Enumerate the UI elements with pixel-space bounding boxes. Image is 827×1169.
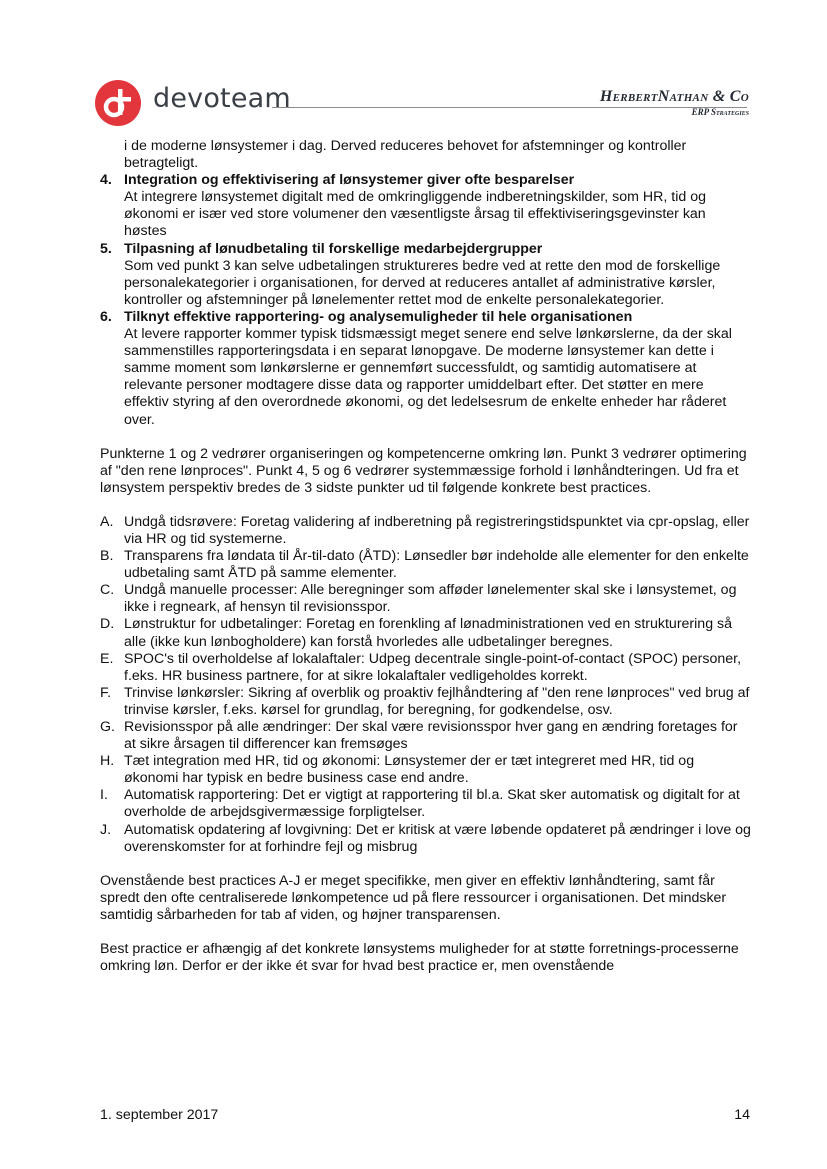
item-letter: F.	[100, 684, 112, 701]
item-text: Transparens fra løndata til År-til-dato (ÅTD): Lønsedler bør indeholde alle elementer for den enkelte udbetaling samt ÅTD på samme elementer.	[124, 548, 749, 582]
item-text: Trinvise lønkørsler: Sikring af overblik og proaktiv fejlhåndtering af "den rene lønproces" ved brug af trinvise kørsler, f.eks. kørsel for grundlag, for beregning, for godkendelse, osv.	[124, 684, 750, 718]
item-letter: I.	[100, 787, 108, 804]
list-item	[100, 822, 752, 856]
item-number: 6.	[100, 308, 112, 325]
item-heading: Tilpasning af lønudbetaling til forskellige medarbejdergrupper	[124, 240, 543, 257]
item-letter: C.	[100, 582, 115, 599]
item-body: At levere rapporter kommer typisk tidsmæssigt meget senere end selve lønkørslerne, da der skal sammenstilles rapporteringsdata i en separat lønopgave. De moderne lønsystemer kan dette i samme moment som lønkørslerne er gennemført successfuldt, og samtidig automatisere at relevante personer modtagere disse data og rapporter umiddelbart efter. Det støtter en mere effektiv styring af den overordnede økonomi, og det ledelsesrum de enkelte enheder har råderet over.	[124, 326, 732, 428]
list-item	[100, 685, 752, 719]
list-item	[100, 753, 752, 787]
lettered-list	[100, 514, 752, 856]
partner-name: HerbertNathan & Co	[599, 88, 749, 105]
paragraph: Ovenstående best practices A-J er meget specifikke, men giver en effektiv lønhåndtering, samt får spredt den ofte centraliserede lønkompetence ud på flere ressourcer i organisationen. Det mindsker samtidig sårbarheden for tab af viden, og højner transparensen.	[100, 872, 727, 923]
paragraph: Best practice er afhængig af det konkrete lønsystems muligheder for at støtte forretnings-processerne omkring løn. Derfor er der ikke ét svar for hvad best practice er, men ovenstående	[100, 941, 739, 975]
list-item	[100, 172, 752, 240]
partner-subtitle: ERP Strategies	[691, 107, 749, 117]
numbered-list	[100, 172, 752, 428]
item-letter: A.	[100, 513, 114, 530]
partner-logo	[600, 88, 749, 117]
item-text: Automatisk opdatering af lovgivning: Det er kritisk at være løbende opdateret på ændringer i love og overenskomster for at forhindre fejl og misbrug	[124, 821, 751, 855]
item-letter: B.	[100, 548, 114, 565]
page-header	[0, 0, 827, 140]
item-letter: J.	[100, 821, 112, 838]
item-body: Som ved punkt 3 kan selve udbetalingen struktureres bedre ved at rette den mod de forskellige personalekategorier i organisationen, for derved at reduceres antallet af administrative kørsler, kontroller og afstemninger på lønelementer rettet mod de enkelte personalekategorier.	[124, 257, 721, 308]
list-item	[100, 719, 752, 753]
item-number: 5.	[100, 240, 112, 257]
brand-name: devoteam	[153, 83, 291, 114]
item-number: 4.	[100, 172, 112, 189]
item-text: Lønstruktur for udbetalinger: Foretag en forenkling af lønadministrationen ved en strukturering så alle (ikke kun lønbogholdere) kan forstå hvorledes alle udbetalinger beregnes.	[124, 616, 733, 650]
item-letter: D.	[100, 616, 115, 633]
list-item	[100, 651, 752, 685]
footer-date: 1. september 2017	[100, 1107, 219, 1123]
list-item	[100, 787, 752, 821]
list-item	[100, 514, 752, 548]
item-letter: H.	[100, 753, 115, 770]
item-text: Tæt integration med HR, tid og økonomi: Lønsystemer der er tæt integreret med HR, tid og økonomi har typisk en bedre business case end andre.	[124, 753, 695, 787]
item-letter: E.	[100, 650, 114, 667]
page-body	[100, 138, 752, 975]
item-heading: Integration og effektivisering af lønsystemer giver ofte besparelser	[124, 172, 575, 189]
item-text: Undgå tidsrøvere: Foretag validering af indberetning på registreringstidspunktet via cpr-opslag, eller via HR og tid systemerne.	[124, 513, 750, 547]
list-item	[100, 309, 752, 429]
paragraph: Punkterne 1 og 2 vedrører organiseringen og kompetencerne omkring løn. Punkt 3 vedrører optimering af "den rene lønproces". Punkt 4, 5 og 6 vedrører systemmæssige forhold i lønhåndteringen. Ud fra et lønsystem perspektiv bredes de 3 sidste punkter ud til følgende konkrete best practices.	[100, 445, 747, 496]
item-letter: G.	[100, 719, 115, 735]
list-item	[100, 548, 752, 582]
intro-continuation: i de moderne lønsystemer i dag. Derved reduceres behovet for afstemninger og kontroller betragteligt.	[124, 138, 687, 172]
item-text: Revisionsspor på alle ændringer: Der skal være revisionsspor hver gang en ændring foretages for at sikre årsagen til differencer kan fremsøges	[124, 719, 738, 753]
devoteam-logo-icon	[95, 80, 141, 126]
item-text: Undgå manuelle processer: Alle beregninger som afføder lønelementer skal ske i lønsystemet, og ikke i regneark, af hensyn til revisionsspor.	[124, 582, 737, 616]
list-item	[100, 616, 752, 650]
item-text: Automatisk rapportering: Det er vigtigt at rapportering til bl.a. Skat sker automatisk og digitalt for at overholde de arbejdsgivermæssige forpligtelser.	[124, 787, 740, 821]
item-heading: Tilknyt effektive rapportering- og analysemuligheder til hele organisationen	[124, 308, 633, 325]
list-item	[100, 582, 752, 616]
item-text: SPOC's til overholdelse af lokalaftaler: Udpeg decentrale single-point-of-contact (SPOC) personer, f.eks. HR business partnere, for at sikre lokalaftaler vedligeholdes korrekt.	[124, 650, 742, 684]
list-item	[100, 241, 752, 309]
item-body: At integrere lønsystemet digitalt med de omkringliggende indberetningskilder, som HR, tid og økonomi er især ved store volumener den væsentligste årsag til effektiviseringsgevinster kan høstes	[124, 189, 706, 240]
page-number: 14	[734, 1107, 750, 1123]
